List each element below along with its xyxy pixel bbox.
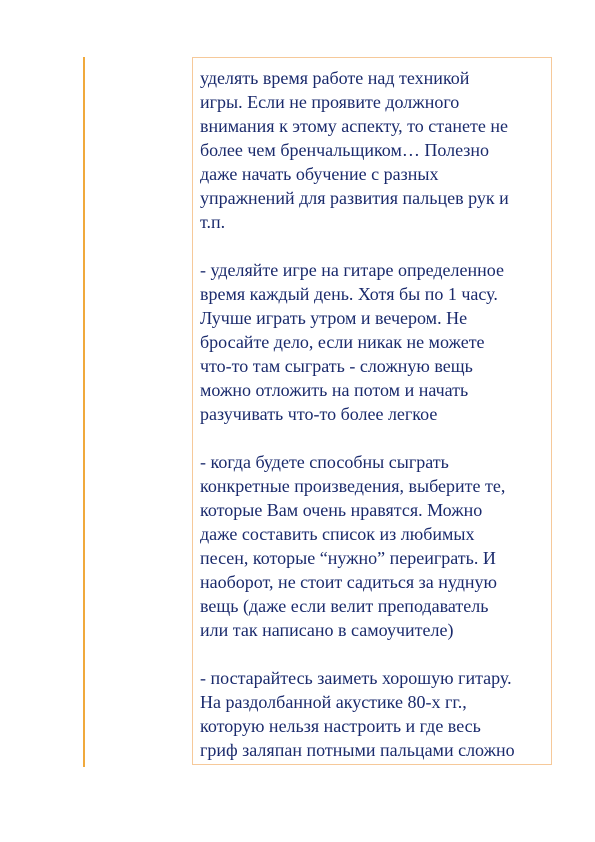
paragraph-good-guitar: - постарайтесь заиметь хорошую гитару. На раздолбанной акустике 80-х гг., которую нельзя настроить и где весь гриф заляпан потными пальцами сложно	[200, 668, 515, 760]
paragraph-technique: уделять время работе над техникой игры. Если не проявите должного внимания к этому аспекту, то станете не более чем бренчальщиком… Полезно даже начать обучение с разных упражнений для развития пальцев рук и т.п.	[200, 68, 509, 232]
left-margin-rule	[83, 57, 85, 767]
text-frame	[192, 57, 552, 765]
paragraph-choose-songs: - когда будете способны сыграть конкретные произведения, выберите те, которые Вам очень нравятся. Можно даже составить список из любимых песен, которые “нужно” переиграть. И наоборот, не стоит садиться за нудную вещь (даже если велит преподаватель или так написано в самоучителе)	[200, 452, 506, 640]
paragraph-daily-practice: - уделяйте игре на гитаре определенное время каждый день. Хотя бы по 1 часу. Лучше играть утром и вечером. Не бросайте дело, если никак не можете что-то там сыграть - сложную вещь можно отложить на потом и начать разучивать что-то более легкое	[200, 260, 504, 424]
